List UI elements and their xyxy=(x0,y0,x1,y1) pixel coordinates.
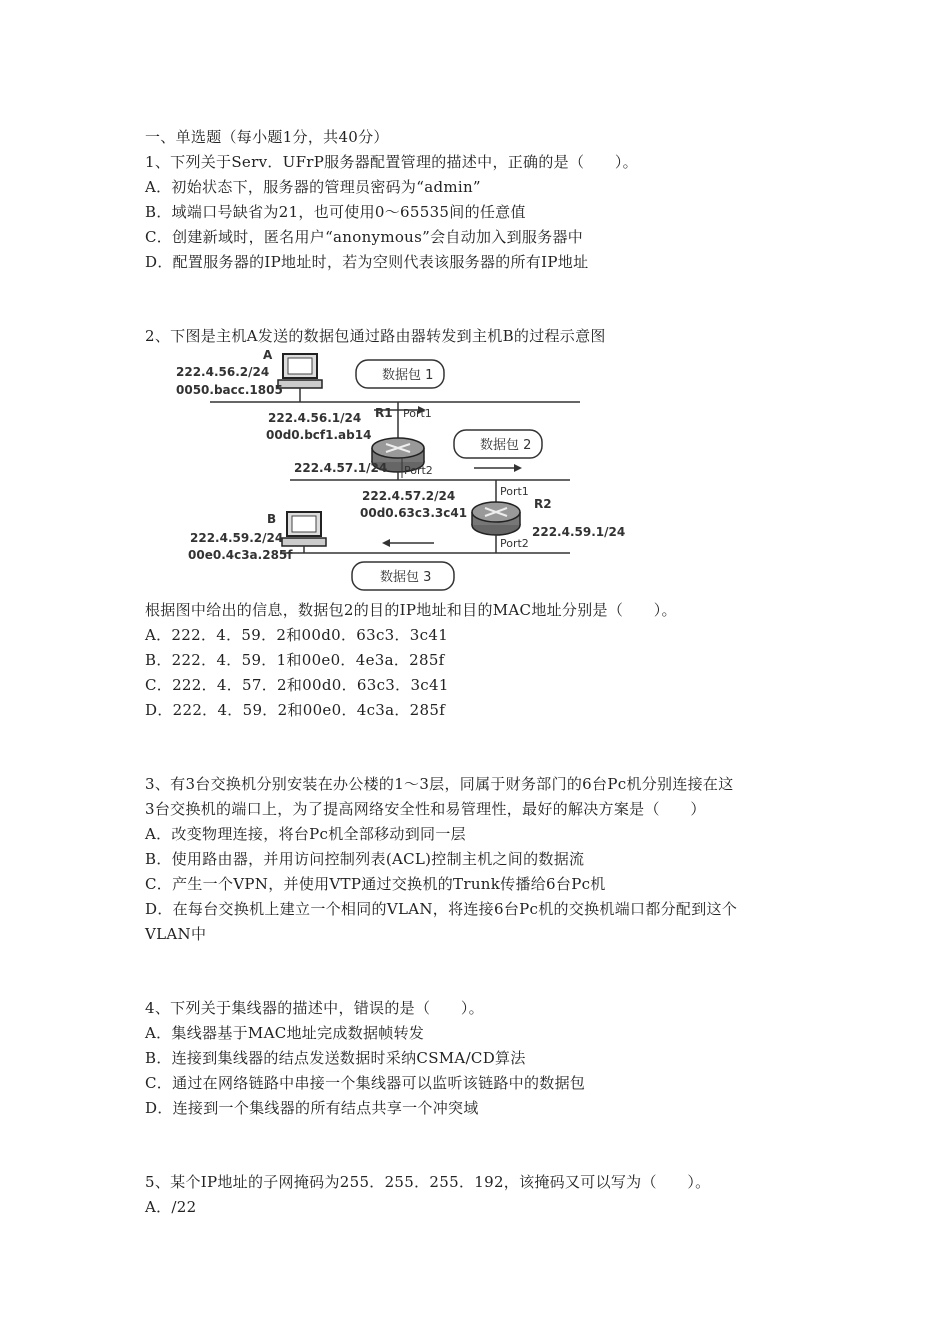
q2-question: 根据图中给出的信息，数据包2的目的IP地址和目的MAC地址分别是（ ）。 xyxy=(145,601,677,619)
q2-option-a: A．222．4．59．2和00d0．63c3．3c41 xyxy=(145,626,449,644)
q4-option-d: D．连接到一个集线器的所有结点共享一个冲突域 xyxy=(145,1099,479,1117)
r1-port1-ip: 222.4.56.1/24 xyxy=(268,411,362,425)
q3-option-d-line2: VLAN中 xyxy=(145,925,207,943)
q1-option-d: D．配置服务器的IP地址时，若为空则代表该服务器的所有IP地址 xyxy=(145,253,589,271)
q4-option-c: C．通过在网络链路中串接一个集线器可以监听该链路中的数据包 xyxy=(145,1074,586,1092)
host-b-label: B xyxy=(267,512,277,526)
q4-option-b: B．连接到集线器的结点发送数据时采纳CSMA/CD算法 xyxy=(145,1049,526,1067)
r2-port2-label: Port2 xyxy=(500,537,529,550)
host-a-mac: 0050.bacc.1805 xyxy=(176,383,283,397)
r1-port2-ip: 222.4.57.1/24 xyxy=(294,461,388,475)
q5-option-a: A．/22 xyxy=(145,1198,197,1216)
q1-option-c: C．创建新域时，匿名用户“anonymous”会自动加入到服务器中 xyxy=(145,228,584,246)
host-a-computer-icon xyxy=(278,354,322,402)
q2-option-d: D．222．4．59．2和00e0．4c3a．285f xyxy=(145,701,446,719)
r2-label: R2 xyxy=(534,497,552,511)
host-b-computer-icon xyxy=(282,512,326,553)
q1-option-b: B．域端口号缺省为21，也可使用0～65535间的任意值 xyxy=(145,203,526,221)
q3-option-d-line1: D．在每台交换机上建立一个相同的VLAN，将连接6台Pc机的交换机端口都分配到这个 xyxy=(145,900,738,918)
q3-stem-line2: 3台交换机的端口上，为了提高网络安全性和易管理性，最好的解决方案是（ ） xyxy=(145,800,706,818)
host-a-label: A xyxy=(263,350,273,362)
r1-port1-mac: 00d0.bcf1.ab14 xyxy=(266,428,372,442)
q1-option-a: A．初始状态下，服务器的管理员密码为“admin” xyxy=(145,178,481,196)
r2-port1-ip: 222.4.57.2/24 xyxy=(362,489,456,503)
host-b-mac: 00e0.4c3a.285f xyxy=(188,548,293,562)
q5-stem: 5、某个IP地址的子网掩码为255．255．255．192，该掩码又可以写为（ ）。 xyxy=(145,1173,711,1191)
packet2-label: 数据包 2 xyxy=(480,438,532,453)
packet1-label: 数据包 1 xyxy=(382,368,434,383)
q4-stem: 4、下列关于集线器的描述中，错误的是（ ）。 xyxy=(145,999,484,1017)
r2-port1-label: Port1 xyxy=(500,485,529,498)
r1-port1-label: Port1 xyxy=(403,407,432,420)
r1-port2-label: Port2 xyxy=(404,464,433,477)
packet3-label: 数据包 3 xyxy=(380,570,432,585)
network-diagram xyxy=(170,350,630,595)
q2-stem: 2、下图是主机A发送的数据包通过路由器转发到主机B的过程示意图 xyxy=(145,327,606,345)
q3-option-a: A．改变物理连接，将台Pc机全部移动到同一层 xyxy=(145,825,466,843)
r2-port2-ip: 222.4.59.1/24 xyxy=(532,525,626,539)
r1-label: R1 xyxy=(375,406,393,420)
host-b-ip: 222.4.59.2/24 xyxy=(190,531,284,545)
router-r2-icon xyxy=(472,502,520,535)
q1-stem: 1、下列关于Serv．UFrP服务器配置管理的描述中，正确的是（ ）。 xyxy=(145,153,638,171)
r2-port1-mac: 00d0.63c3.3c41 xyxy=(360,506,468,520)
q2-option-c: C．222．4．57．2和00d0．63c3．3c41 xyxy=(145,676,449,694)
section-heading: 一、单选题（每小题1分，共40分） xyxy=(145,128,389,146)
q2-option-b: B．222．4．59．1和00e0．4e3a．285f xyxy=(145,651,445,669)
q4-option-a: A．集线器基于MAC地址完成数据帧转发 xyxy=(145,1024,425,1042)
q3-stem-line1: 3、有3台交换机分别安装在办公楼的1～3层，同属于财务部门的6台Pc机分别连接在这 xyxy=(145,775,734,793)
host-a-ip: 222.4.56.2/24 xyxy=(176,365,270,379)
q3-option-b: B．使用路由器，并用访问控制列表(ACL)控制主机之间的数据流 xyxy=(145,850,585,868)
q3-option-c: C．产生一个VPN，并使用VTP通过交换机的Trunk传播给6台Pc机 xyxy=(145,875,606,893)
